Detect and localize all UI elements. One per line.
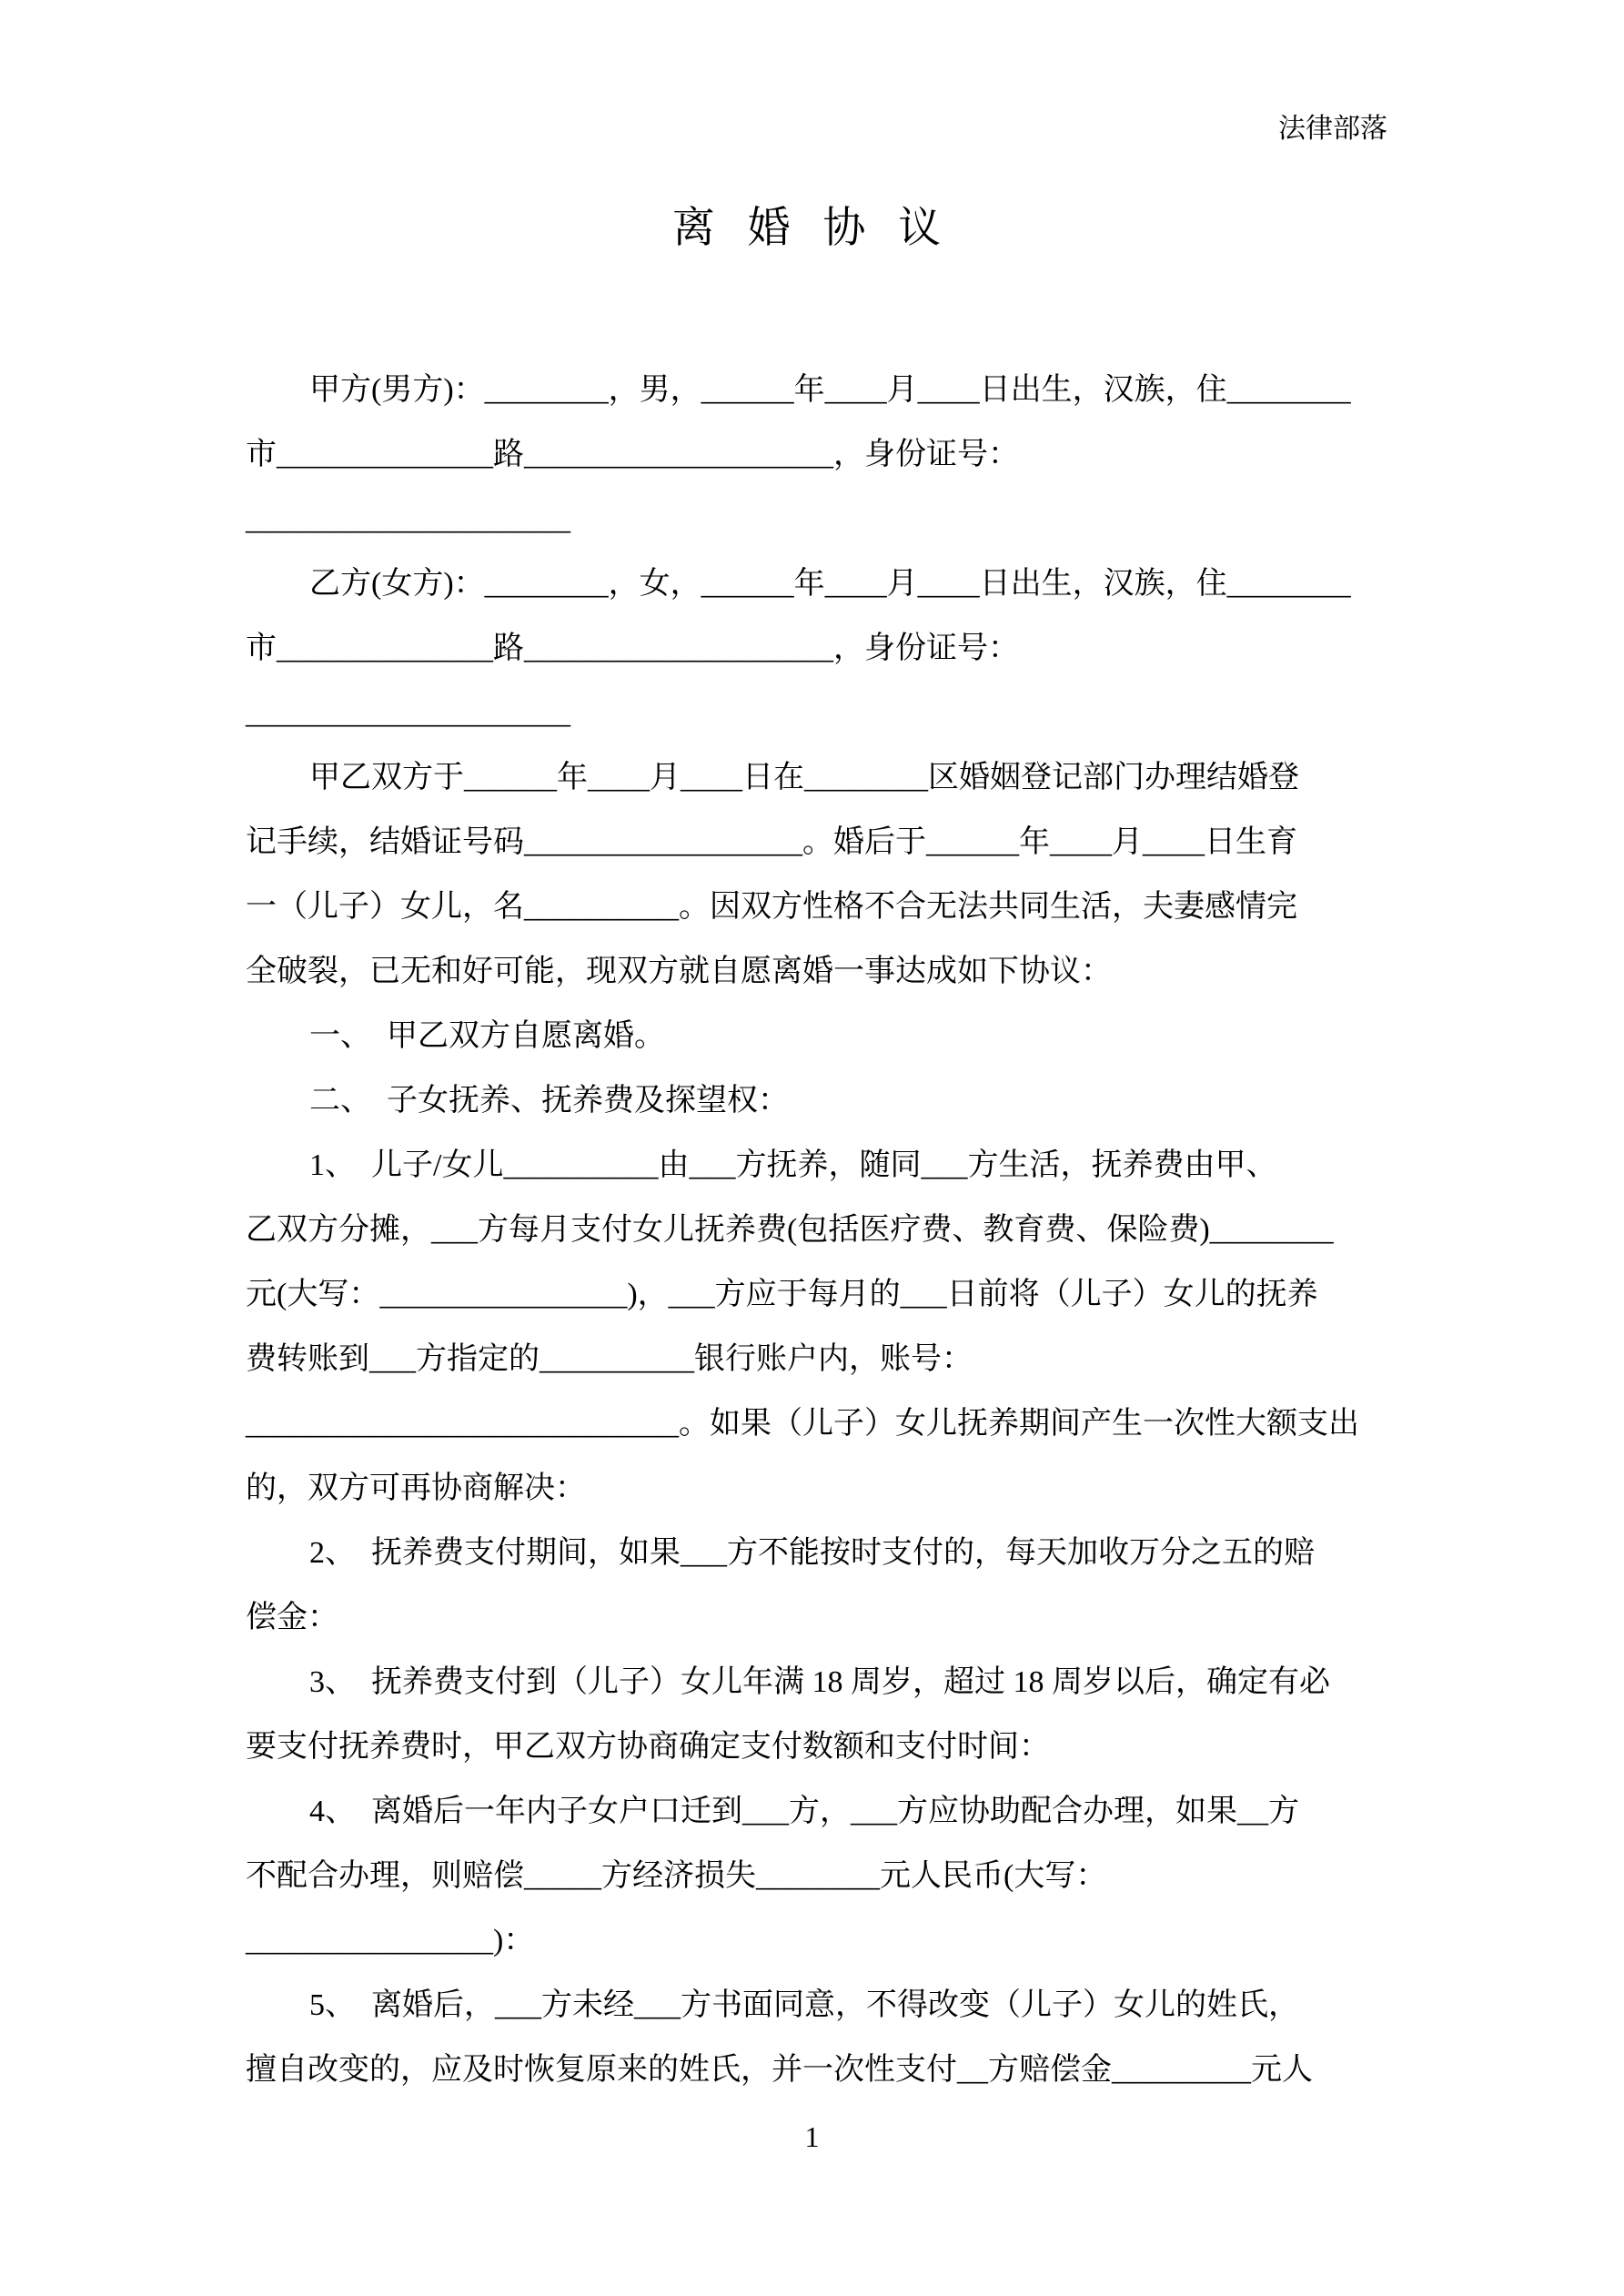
header-brand-text: 法律部落 <box>1278 114 1387 144</box>
document-body <box>246 358 1381 2102</box>
custody-item-4-line-1: 4、 离婚后一年内子女户口迁到___方，___方应协助配合办理，如果__方 <box>309 1795 1299 1828</box>
custody-item-5-line-2: 擅自改变的，应及时恢复原来的姓氏，并一次性支付__方赔偿金_________元人 <box>246 2053 1313 2087</box>
custody-item-5-paragraph <box>246 1973 1381 2102</box>
page-number: 1 <box>804 2120 820 2153</box>
party-a-line-2: 市______________路____________________，身份证号： <box>246 438 1019 471</box>
party-b-line-3: _____________________ <box>246 696 570 730</box>
custody-item-3-line-2: 要支付抚养费时，甲乙双方协商确定支付数额和支付时间： <box>246 1730 1050 1764</box>
custody-item-4-paragraph <box>246 1779 1381 1973</box>
custody-item-4-line-2: 不配合办理，则赔偿_____方经济损失________元人民币(大写： <box>246 1859 1107 1893</box>
marriage-registration-line-4: 全破裂，已无和好可能，现双方就自愿离婚一事达成如下协议： <box>246 955 1112 988</box>
clause-one-voluntary-divorce-line-1: 一、 甲乙双方自愿离婚。 <box>309 1019 665 1053</box>
custody-item-3-line-1: 3、 抚养费支付到（儿子）女儿年满 18 周岁，超过 18 周岁以后，确定有必 <box>309 1665 1330 1699</box>
clause-one-voluntary-divorce-paragraph <box>246 1004 1381 1068</box>
custody-item-3-paragraph <box>246 1650 1381 1779</box>
custody-item-2-paragraph <box>246 1521 1381 1650</box>
custody-item-1-line-5: ____________________________。如果（儿子）女儿抚养期间产生一次性大额支出 <box>246 1407 1359 1441</box>
clause-two-custody-heading-paragraph <box>246 1068 1381 1133</box>
custody-item-5-line-1: 5、 离婚后，___方未经___方书面同意，不得改变（儿子）女儿的姓氏， <box>309 1988 1299 2022</box>
party-b-line-1: 乙方(女方)：________，女，______年____月____日出生，汉族，住________ <box>309 567 1351 601</box>
custody-item-1-line-6: 的，双方可再协商解决： <box>246 1472 586 1505</box>
custody-item-2-line-1: 2、 抚养费支付期间，如果___方不能按时支付的，每天加收万分之五的赔 <box>309 1536 1315 1570</box>
clause-two-custody-heading-line-1: 二、 子女抚养、抚养费及探望权： <box>309 1084 789 1118</box>
party-b-paragraph <box>246 551 1381 745</box>
marriage-registration-paragraph <box>246 745 1381 1004</box>
marriage-registration-line-2: 记手续，结婚证号码__________________。婚后于______年____月____日生育 <box>246 825 1297 859</box>
custody-item-1-paragraph <box>246 1133 1381 1521</box>
custody-item-4-line-3: ________________)： <box>246 1924 535 1957</box>
party-a-paragraph <box>246 358 1381 551</box>
party-a-line-3: _____________________ <box>246 502 570 536</box>
custody-item-1-line-1: 1、 儿子/女儿__________由___方抚养，随同___方生活，抚养费由甲、 <box>309 1148 1277 1182</box>
marriage-registration-line-1: 甲乙双方于______年____月____日在________区婚姻登记部门办理结婚登 <box>309 761 1299 794</box>
custody-item-1-line-2: 乙双方分摊，___方每月支付女儿抚养费(包括医疗费、教育费、保险费)________ <box>246 1213 1334 1247</box>
custody-item-1-line-4: 费转账到___方指定的__________银行账户内，账号： <box>246 1342 973 1376</box>
party-a-line-1: 甲方(男方)：________，男，______年____月____日出生，汉族，住________ <box>309 373 1351 407</box>
custody-item-1-line-3: 元(大写：________________)，___方应于每月的___日前将（儿子）女儿的抚养 <box>246 1278 1318 1311</box>
marriage-registration-line-3: 一（儿子）女儿，名__________。因双方性格不合无法共同生活，夫妻感情完 <box>246 890 1297 924</box>
document-title: 离 婚 协 议 <box>671 205 953 252</box>
party-b-line-2: 市______________路____________________，身份证号： <box>246 632 1019 665</box>
custody-item-2-line-2: 偿金： <box>246 1601 338 1634</box>
